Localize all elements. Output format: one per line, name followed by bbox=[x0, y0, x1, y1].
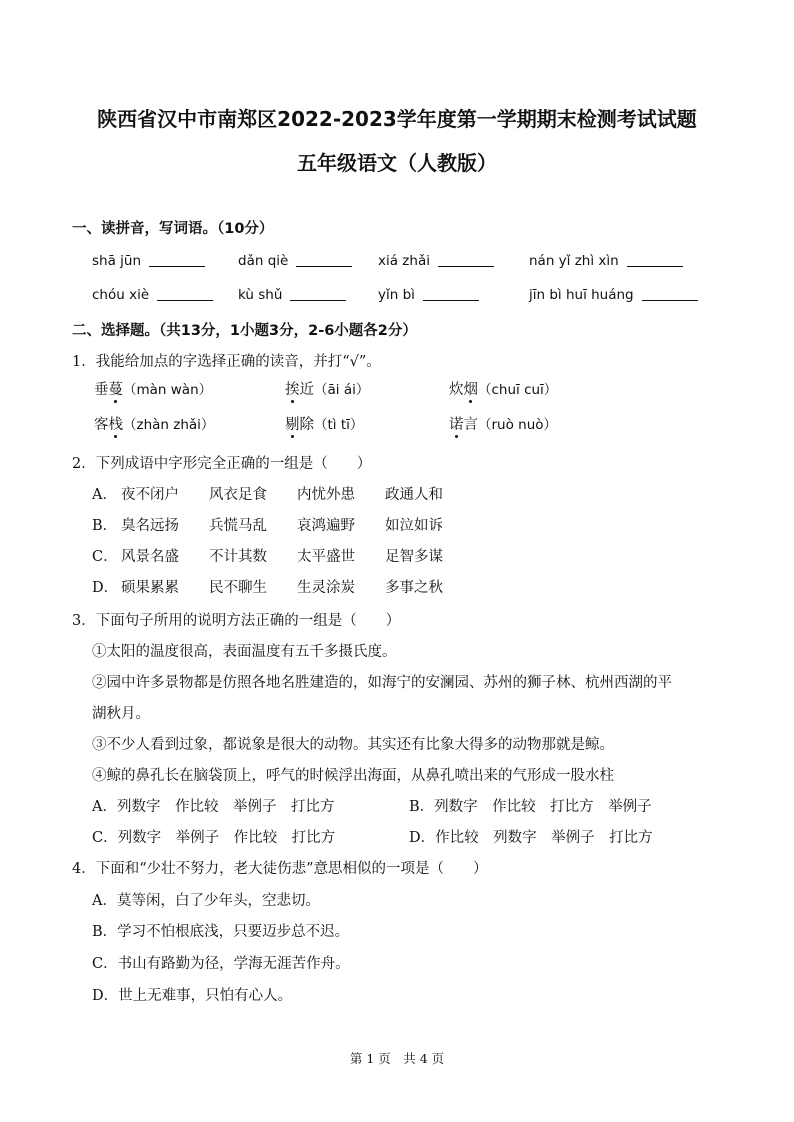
option-d[interactable]: D．作比较 列数字 举例子 打比方 bbox=[409, 830, 653, 846]
dotted-character: 挨 bbox=[285, 382, 300, 398]
dotted-character: 蔓 bbox=[108, 382, 123, 398]
dotted-character: 剔 bbox=[285, 417, 300, 433]
reading-item: 客栈（zhàn zhǎi） bbox=[94, 417, 215, 433]
option-word: 硕果累累 bbox=[121, 580, 179, 596]
section-1-heading: 一、读拼音，写词语。（10分） bbox=[72, 221, 274, 237]
answer-blank[interactable] bbox=[290, 286, 346, 301]
question-3-stem: 3．下面句子所用的说明方法正确的一组是（ ） bbox=[72, 613, 401, 629]
option-a[interactable]: A．列数字 作比较 举例子 打比方 bbox=[92, 799, 335, 815]
answer-blank[interactable] bbox=[149, 252, 205, 267]
option-word: 风衣足食 bbox=[209, 487, 267, 503]
pinyin-item: nán yǐ zhì xìn bbox=[529, 252, 683, 269]
reading-item: 炊烟（chuī cuī） bbox=[449, 382, 558, 398]
option-d[interactable]: D． bbox=[92, 580, 119, 596]
answer-blank[interactable] bbox=[296, 252, 352, 267]
sentence-4: ④鲸的鼻孔长在脑袋顶上，呼气的时候浮出海面，从鼻孔喷出来的气形成一股水柱 bbox=[92, 768, 614, 784]
option-c[interactable]: C． bbox=[92, 549, 118, 565]
dotted-character: 诺 bbox=[449, 417, 464, 433]
option-word: 哀鸿遍野 bbox=[297, 518, 355, 534]
reading-item: 挨近（āi ái） bbox=[285, 382, 370, 398]
option-b[interactable]: B． bbox=[92, 518, 118, 534]
page-number: 第 1 页 共 4 页 bbox=[349, 1051, 445, 1066]
pinyin-item: shā jūn bbox=[92, 252, 205, 269]
sentence-2-continued: 湖秋月。 bbox=[92, 706, 150, 722]
pinyin-item: xiá zhǎi bbox=[378, 252, 494, 269]
sentence-1: ①太阳的温度很高，表面温度有五千多摄氏度。 bbox=[92, 644, 397, 660]
option-word: 政通人和 bbox=[385, 487, 443, 503]
option-b[interactable]: B．列数字 作比较 打比方 举例子 bbox=[409, 799, 652, 815]
dotted-character: 烟 bbox=[463, 382, 478, 398]
option-word: 风景名盛 bbox=[121, 549, 179, 565]
sentence-3: ③不少人看到过象，都说象是很大的动物。其实还有比象大得多的动物那就是鲸。 bbox=[92, 737, 614, 753]
option-b[interactable]: B．学习不怕根底浅，只要迈步总不迟。 bbox=[92, 924, 350, 940]
option-word: 夜不闭户 bbox=[121, 487, 179, 503]
option-word: 太平盛世 bbox=[297, 549, 355, 565]
pinyin-item: chóu xiè bbox=[92, 286, 213, 303]
reading-item: 剔除（tì tī） bbox=[285, 417, 364, 433]
answer-blank[interactable] bbox=[157, 286, 213, 301]
option-word: 内忧外患 bbox=[297, 487, 355, 503]
reading-item: 诺言（ruò nuò） bbox=[449, 417, 558, 433]
pinyin-item: jīn bì huī huáng bbox=[529, 286, 698, 303]
reading-item: 垂蔓（màn wàn） bbox=[94, 382, 213, 398]
pinyin-item: yǐn bì bbox=[378, 286, 479, 303]
page-subtitle: 五年级语文（人教版） bbox=[297, 151, 497, 175]
option-a[interactable]: A． bbox=[92, 487, 117, 503]
answer-blank[interactable] bbox=[438, 252, 494, 267]
answer-blank[interactable] bbox=[642, 286, 698, 301]
option-c[interactable]: C．列数字 举例子 作比较 打比方 bbox=[92, 830, 336, 846]
option-c[interactable]: C．书山有路勤为径，学海无涯苦作舟。 bbox=[92, 956, 350, 972]
answer-blank[interactable] bbox=[423, 286, 479, 301]
page-title: 陕西省汉中市南郑区2022-2023学年度第一学期期末检测考试试题 bbox=[97, 107, 697, 131]
option-a[interactable]: A．莫等闲，白了少年头，空悲切。 bbox=[92, 893, 320, 909]
sentence-2: ②园中许多景物都是仿照各地名胜建造的，如海宁的安澜园、苏州的狮子林、杭州西湖的平 bbox=[92, 675, 672, 691]
option-word: 生灵涂炭 bbox=[297, 580, 355, 596]
dotted-character: 栈 bbox=[108, 417, 123, 433]
pinyin-item: dǎn qiè bbox=[238, 252, 352, 269]
option-word: 臭名远扬 bbox=[121, 518, 179, 534]
option-word: 如泣如诉 bbox=[385, 518, 443, 534]
option-word: 民不聊生 bbox=[209, 580, 267, 596]
question-4-stem: 4．下面和“少壮不努力，老大徒伤悲”意思相似的一项是（ ） bbox=[72, 861, 488, 877]
answer-blank[interactable] bbox=[627, 252, 683, 267]
pinyin-item: kù shǔ bbox=[238, 286, 346, 303]
option-word: 足智多谋 bbox=[385, 549, 443, 565]
question-2-stem: 2．下列成语中字形完全正确的一组是（ ） bbox=[72, 456, 372, 472]
option-word: 不计其数 bbox=[209, 549, 267, 565]
question-1-stem: 1．我能给加点的字选择正确的读音，并打“√”。 bbox=[72, 354, 381, 370]
option-d[interactable]: D．世上无难事，只怕有心人。 bbox=[92, 988, 293, 1004]
section-2-heading: 二、选择题。（共13分，1小题3分，2-6小题各2分） bbox=[72, 323, 417, 339]
option-word: 兵慌马乱 bbox=[209, 518, 267, 534]
option-word: 多事之秋 bbox=[385, 580, 443, 596]
